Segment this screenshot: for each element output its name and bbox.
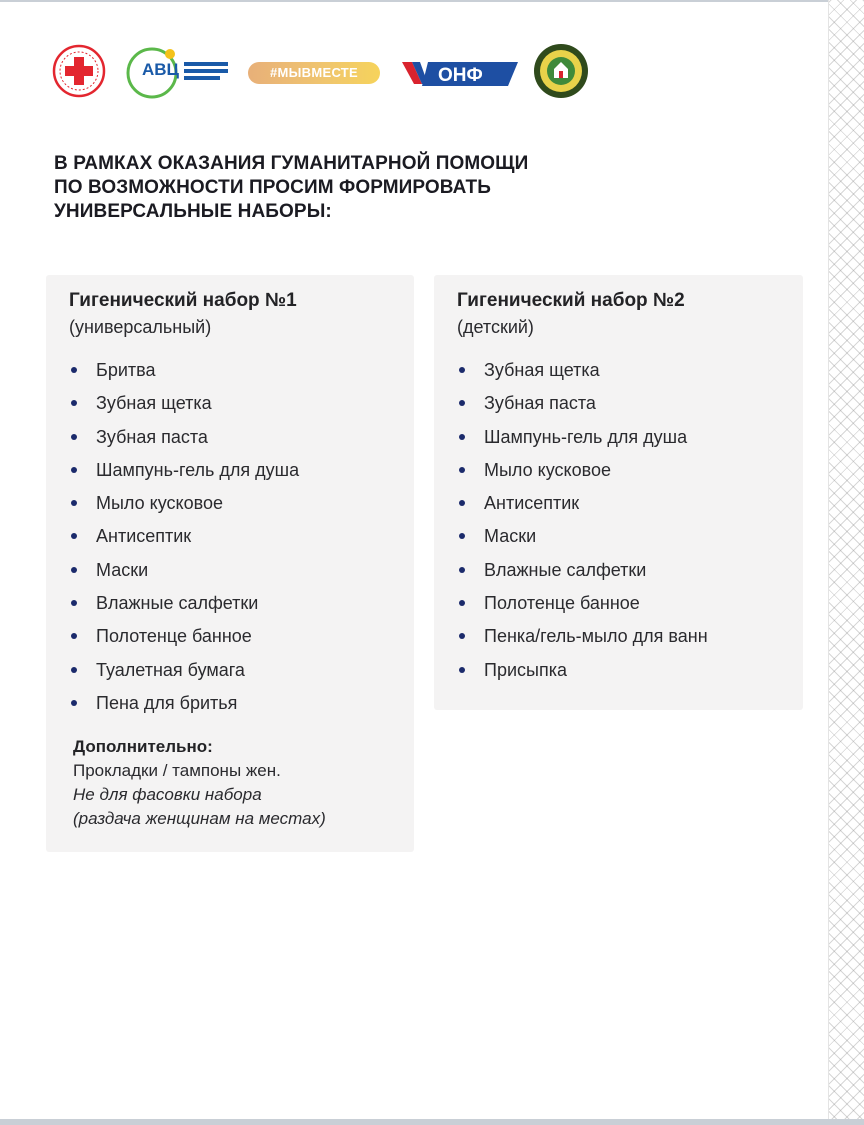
- list-item: [457, 491, 708, 524]
- bullet-icon: [71, 600, 77, 606]
- list-item-text: Мыло кусковое: [96, 493, 223, 514]
- myvmeste-logo: #МЫВМЕСТЕ: [248, 62, 380, 84]
- list-item-text: Присыпка: [484, 659, 567, 680]
- list-item: [69, 658, 299, 691]
- bullet-icon: [71, 434, 77, 440]
- bullet-icon: [71, 500, 77, 506]
- onf-logo-text: ОНФ: [438, 65, 483, 86]
- bullet-icon: [459, 467, 465, 473]
- page-bottom-border: [0, 1119, 864, 1125]
- list-item: [457, 658, 708, 691]
- list-item: [457, 524, 708, 557]
- page-top-border: [0, 0, 864, 2]
- avc-logo-text: АВЦ: [142, 60, 179, 79]
- list-item: [457, 391, 708, 424]
- bullet-icon: [459, 400, 465, 406]
- list-item: [457, 591, 708, 624]
- list-item: [69, 624, 299, 657]
- list-item-text: Влажные салфетки: [96, 593, 259, 614]
- list-item: [69, 458, 299, 491]
- list-item: [457, 358, 708, 391]
- bullet-icon: [459, 533, 465, 539]
- list-item: [69, 591, 299, 624]
- list-item-text: Полотенце банное: [484, 593, 640, 614]
- bullet-icon: [71, 367, 77, 373]
- kit-1-item-list: [69, 358, 299, 724]
- list-item: [457, 624, 708, 657]
- list-item-text: Пенка/гель-мыло для ванн: [484, 626, 708, 647]
- list-item-text: Антисептик: [96, 526, 192, 547]
- kit-2-item-list: [457, 358, 708, 691]
- list-item-text: Маски: [484, 526, 537, 547]
- additional-note-line: Не для фасовки набора: [73, 785, 262, 804]
- bullet-icon: [459, 567, 465, 573]
- list-item-text: Влажные салфетки: [484, 559, 647, 580]
- list-item-text: Зубная щетка: [484, 360, 600, 380]
- list-item: [69, 391, 299, 424]
- list-item: [69, 691, 299, 724]
- onf-logo: [400, 58, 518, 90]
- kit-1-subtitle: (универсальный): [69, 317, 212, 337]
- bullet-icon: [71, 700, 77, 706]
- red-cross-logo: [52, 44, 106, 98]
- bullet-icon: [71, 400, 77, 406]
- bullet-icon: [71, 467, 77, 473]
- list-item: [69, 524, 299, 557]
- list-item-text: Полотенце банное: [96, 626, 252, 647]
- page-heading: [54, 152, 654, 224]
- list-item: [457, 458, 708, 491]
- decorative-pattern-strip: [828, 0, 864, 1125]
- bullet-icon: [459, 434, 465, 440]
- bullet-icon: [71, 633, 77, 639]
- heading-line: ПО ВОЗМОЖНОСТИ ПРОСИМ ФОРМИРОВАТЬ: [54, 177, 492, 198]
- kit-2-subtitle: (детский): [457, 317, 534, 337]
- list-item: [69, 425, 299, 458]
- kit-2-title: Гигенический набор №2: [457, 290, 685, 311]
- additional-title: Дополнительно:: [73, 737, 213, 756]
- heading-line: УНИВЕРСАЛЬНЫЕ НАБОРЫ:: [54, 201, 332, 222]
- kit-2-card: [434, 275, 803, 710]
- list-item-text: Шампунь-гель для душа: [484, 426, 688, 447]
- list-item-text: Бритва: [96, 360, 156, 380]
- list-item: [457, 558, 708, 591]
- list-item-text: Мыло кусковое: [484, 459, 611, 480]
- bullet-icon: [459, 667, 465, 673]
- list-item: [69, 558, 299, 591]
- list-item-text: Туалетная бумага: [96, 659, 245, 680]
- list-item-text: Маски: [96, 559, 149, 580]
- bullet-icon: [71, 533, 77, 539]
- bullet-icon: [71, 667, 77, 673]
- list-item-text: Зубная паста: [484, 393, 596, 414]
- list-item-text: Зубная паста: [96, 426, 208, 447]
- emblem-logo: [532, 42, 590, 100]
- bullet-icon: [459, 600, 465, 606]
- list-item: [69, 491, 299, 524]
- kit-1-card: [46, 275, 414, 852]
- list-item-text: Пена для бритья: [96, 692, 238, 713]
- bullet-icon: [459, 367, 465, 373]
- list-item-text: Зубная щетка: [96, 393, 212, 414]
- bullet-icon: [71, 567, 77, 573]
- partner-logos: [50, 42, 610, 102]
- bullet-icon: [459, 633, 465, 639]
- list-item: [457, 425, 708, 458]
- list-item: [69, 358, 299, 391]
- additional-note-line: (раздача женщинам на местах): [73, 809, 326, 828]
- kit-1-title: Гигенический набор №1: [69, 290, 297, 311]
- additional-item: Прокладки / тампоны жен.: [73, 761, 281, 780]
- list-item-text: Антисептик: [484, 493, 580, 514]
- bullet-icon: [459, 500, 465, 506]
- kit-1-additional-note: [73, 735, 403, 831]
- heading-line: В РАМКАХ ОКАЗАНИЯ ГУМАНИТАРНОЙ ПОМОЩИ: [54, 153, 529, 174]
- list-item-text: Шампунь-гель для душа: [96, 459, 300, 480]
